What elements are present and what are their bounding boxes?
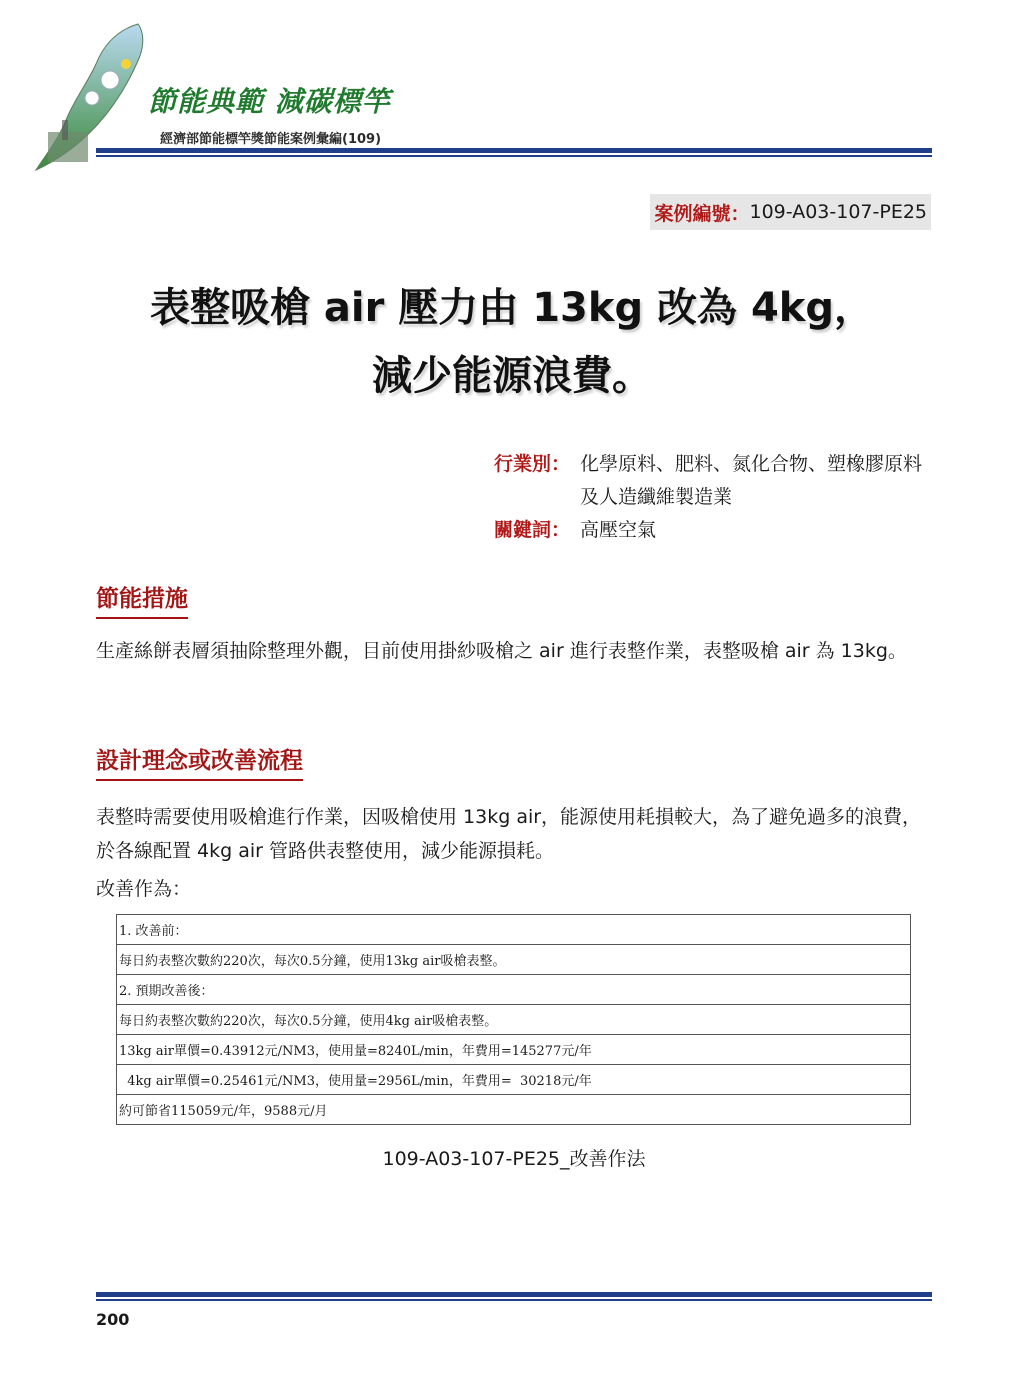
table-row (117, 975, 911, 1005)
page-number: 200 (96, 1310, 130, 1329)
table-row (117, 915, 911, 945)
table-cell: 4kg air單價=0.25461元/NM3，使用量=2956L/min，年費用= 30218元/年 (117, 1065, 911, 1095)
section-body-design: 表整時需要使用吸槍進行作業，因吸槍使用 13kg air，能源使用耗損較大，為了避免過多的浪費，於各線配置 4kg air 管路供表整使用，減少能源損耗。 (96, 806, 922, 862)
header-rule-thick (96, 148, 932, 153)
section-body-measures: 生產絲餅表層須抽除整理外觀，目前使用掛紗吸槍之 air 進行表整作業，表整吸槍 air 為 13kg。 (96, 640, 907, 662)
case-number-value: 109-A03-107-PE25 (749, 201, 927, 223)
table-cell: 每日約表整次數約220次，每次0.5分鐘，使用4kg air吸槍表整。 (117, 1005, 911, 1035)
page-title (60, 274, 964, 410)
table-cell: 2. 預期改善後： (117, 975, 911, 1005)
title-line-1: 表整吸槍 air 壓力由 13kg 改為 4kg， (149, 285, 875, 331)
table-row (117, 1095, 911, 1125)
table-row (117, 945, 911, 975)
keyword-row (494, 514, 934, 547)
footer-rule-thick (96, 1292, 932, 1297)
footer-rule-thin (96, 1299, 932, 1301)
header-rule-thin (96, 155, 932, 157)
table-cell: 每日約表整次數約220次，每次0.5分鐘，使用13kg air吸槍表整。 (117, 945, 911, 975)
table-row (117, 1005, 911, 1035)
case-meta (494, 448, 934, 547)
header-subtitle: 經濟部節能標竿獎節能案例彙編(109) (160, 132, 382, 147)
keyword-value: 高壓空氣 (580, 519, 657, 541)
table-cell: 13kg air單價=0.43912元/NM3，使用量=8240L/min，年費用=145277元/年 (117, 1035, 911, 1065)
table-row (117, 1035, 911, 1065)
improvement-table (116, 914, 911, 1125)
header-slogan: 節能典範 減碳標竿 (148, 85, 391, 118)
table-cell: 約可節省115059元/年，9588元/月 (117, 1095, 911, 1125)
industry-label: 行業別： (494, 453, 571, 475)
table-cell: 1. 改善前： (117, 915, 911, 945)
section-heading-design: 設計理念或改善流程 (96, 742, 303, 781)
industry-value: 化學原料、肥料、氮化合物、塑橡膠原料及人造纖維製造業 (580, 453, 923, 508)
table-caption: 109-A03-107-PE25_改善作法 (382, 1148, 646, 1170)
keyword-label: 關鍵詞： (494, 519, 571, 541)
industry-row (494, 448, 934, 514)
section-heading-measures: 節能措施 (96, 580, 188, 619)
case-number-box (650, 194, 931, 230)
table-row (117, 1065, 911, 1095)
section-intro-improvement: 改善作為： (96, 878, 192, 900)
title-line-2: 減少能源浪費。 (372, 353, 652, 399)
case-number-label: 案例編號： (654, 202, 750, 225)
